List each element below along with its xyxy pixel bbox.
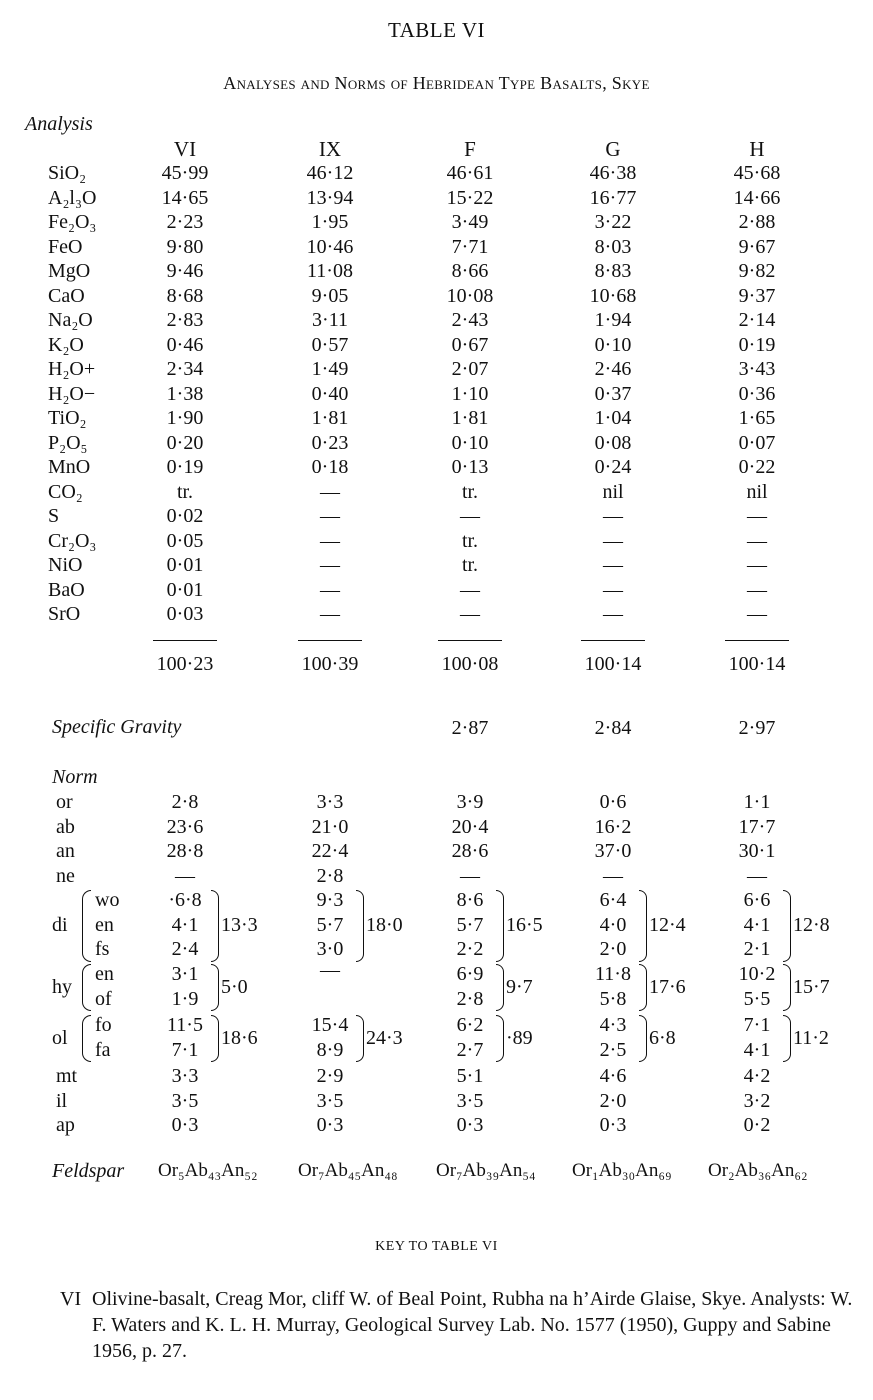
- table-cell: —: [320, 480, 340, 503]
- norm-cell: 28·6: [451, 840, 489, 862]
- table-subtitle: Analyses and Norms of Hebridean Type Basalts, Skye: [223, 73, 650, 93]
- di-left-brace: [82, 890, 91, 962]
- total-cell: 100·14: [584, 653, 642, 675]
- table-cell: —: [320, 603, 340, 625]
- ol-left-brace: [82, 1015, 91, 1062]
- column-header: G: [605, 137, 621, 161]
- table-cell: 2·23: [166, 211, 204, 233]
- table-cell: 0·23: [311, 431, 349, 454]
- di-cell: 4·0: [599, 913, 627, 936]
- table-cell: 0·20: [166, 431, 204, 454]
- total-cell: 100·08: [441, 653, 499, 675]
- oxide-label: Fe₂O₃: [48, 211, 97, 233]
- ol-right-brace: [639, 1015, 647, 1062]
- column-header: F: [464, 137, 476, 161]
- norm-cell: 17·7: [738, 815, 776, 838]
- key-heading: KEY TO TABLE VI: [375, 1239, 498, 1254]
- key-numeral: VI: [60, 1288, 82, 1310]
- norm-label: an: [56, 840, 75, 862]
- ol-cell: 2·7: [456, 1038, 484, 1061]
- table-cell: 0·18: [311, 456, 349, 478]
- di-cell: 8·6: [456, 889, 484, 911]
- feldspar-formula: Or₇Ab₃₉An₅₄: [436, 1160, 536, 1181]
- norm-cell: 0·3: [599, 1114, 627, 1136]
- table-cell: 7·71: [451, 235, 489, 258]
- table-cell: 0·19: [738, 333, 776, 356]
- di-right-brace: [496, 890, 504, 962]
- di-sub-label: en: [95, 913, 114, 936]
- table-cell: 1·65: [738, 407, 776, 429]
- column-header: IX: [318, 137, 342, 161]
- norm-cell: 2·0: [599, 1089, 627, 1112]
- hy-cell: 1·9: [171, 987, 199, 1010]
- ol-label: ol: [52, 1026, 68, 1049]
- oxide-label: TiO₂: [48, 407, 87, 429]
- ol-sub-label: fo: [95, 1014, 112, 1036]
- table-cell: 0·37: [594, 382, 632, 405]
- hy-total: 15·7: [793, 975, 830, 998]
- di-cell: 2·4: [171, 938, 199, 960]
- table-cell: 1·38: [166, 382, 204, 405]
- table-cell: 3·22: [594, 211, 632, 233]
- norm-cell: 3·3: [316, 791, 344, 813]
- norm-cell: 3·5: [171, 1089, 199, 1112]
- di-right-brace: [639, 890, 647, 962]
- table-cell: 45·99: [161, 162, 209, 184]
- table-cell: 2·46: [594, 358, 632, 380]
- specific-gravity-value: 2·87: [451, 717, 489, 739]
- table-cell: tr.: [461, 554, 479, 576]
- norm-cell: 16·2: [594, 815, 632, 838]
- ol-right-brace: [496, 1015, 504, 1062]
- total-cell: 100·23: [156, 653, 214, 675]
- ol-cell: 4·3: [599, 1014, 627, 1036]
- total-cell: 100·14: [728, 653, 786, 675]
- table-cell: 13·94: [306, 186, 354, 209]
- table-cell: —: [460, 603, 480, 625]
- table-cell: 0·01: [166, 578, 204, 601]
- di-total: 13·3: [221, 913, 258, 936]
- table-cell: 2·43: [451, 309, 489, 331]
- table-cell: 2·83: [166, 309, 204, 331]
- oxide-label: NiO: [48, 554, 83, 576]
- table-cell: 3·11: [312, 309, 348, 331]
- ol-right-brace: [356, 1015, 364, 1062]
- hy-right-brace: [783, 964, 791, 1011]
- oxide-label: H₂O−: [48, 382, 96, 405]
- norm-cell: 0·3: [316, 1114, 344, 1136]
- table-cell: —: [747, 603, 767, 625]
- table-cell: 1·90: [166, 407, 204, 429]
- table-cell: —: [603, 554, 623, 576]
- table-cell: 9·37: [738, 284, 776, 307]
- table-cell: 0·07: [738, 431, 776, 454]
- norm-cell: 30·1: [738, 840, 776, 862]
- hy-cell: 5·5: [743, 987, 771, 1010]
- ol-cell: 11·5: [167, 1014, 203, 1036]
- table-cell: 9·67: [738, 235, 776, 258]
- hy-cell: 6·9: [456, 963, 484, 985]
- table-cell: 0·05: [166, 529, 204, 552]
- table-cell: 10·08: [446, 284, 494, 307]
- norm-label: mt: [56, 1065, 78, 1087]
- hy-label: hy: [52, 975, 72, 998]
- table-cell: 3·43: [738, 358, 776, 380]
- hy-total: —: [320, 959, 340, 981]
- table-cell: —: [747, 554, 767, 576]
- column-header: H: [749, 137, 765, 161]
- hy-total: 9·7: [506, 975, 533, 998]
- table-cell: 14·66: [733, 186, 781, 209]
- di-total: 12·4: [649, 913, 686, 936]
- feldspar-formula: Or₂Ab₃₆An₆₂: [708, 1160, 808, 1181]
- norm-cell: 3·2: [743, 1089, 771, 1112]
- di-right-brace: [783, 890, 791, 962]
- oxide-label: A₂l₃O: [48, 186, 97, 209]
- table-cell: 0·10: [451, 431, 489, 454]
- norm-cell: —: [747, 864, 767, 887]
- di-cell: 5·7: [456, 913, 484, 936]
- norm-cell: 20·4: [451, 815, 489, 838]
- table-cell: 1·94: [594, 309, 632, 331]
- oxide-label: Cr₂O₃: [48, 529, 97, 552]
- table-cell: 0·67: [451, 333, 489, 356]
- ol-sub-label: fa: [95, 1038, 111, 1061]
- table-cell: —: [320, 529, 340, 552]
- table-cell: 2·07: [451, 358, 489, 380]
- norm-cell: 0·3: [171, 1114, 199, 1136]
- table-cell: 0·24: [594, 456, 632, 478]
- di-cell: ·6·8: [168, 889, 202, 911]
- specific-gravity-label: Specific Gravity: [52, 716, 182, 738]
- table-cell: 9·46: [166, 260, 204, 282]
- hy-right-brace: [496, 964, 504, 1011]
- di-cell: 2·1: [743, 938, 771, 960]
- di-label: di: [52, 913, 68, 936]
- table-cell: 1·81: [451, 407, 489, 429]
- table-cell: 0·36: [738, 382, 776, 405]
- table-cell: —: [320, 554, 340, 576]
- ol-cell: 6·2: [456, 1014, 484, 1036]
- table-cell: 1·04: [594, 407, 632, 429]
- oxide-label: SiO₂: [48, 162, 87, 184]
- table-cell: 16·77: [589, 186, 637, 209]
- ol-cell: 4·1: [743, 1038, 771, 1061]
- oxide-label: MgO: [48, 260, 91, 282]
- di-cell: 2·2: [456, 938, 484, 960]
- norm-cell: 3·5: [316, 1089, 344, 1112]
- di-total: 18·0: [366, 913, 403, 936]
- ol-cell: 8·9: [316, 1038, 344, 1061]
- column-header: VI: [173, 137, 197, 161]
- di-cell: 5·7: [316, 913, 344, 936]
- table-cell: 0·10: [594, 333, 632, 356]
- norm-cell: —: [603, 864, 623, 887]
- table-cell: nil: [746, 480, 768, 503]
- table-cell: 0·22: [738, 456, 776, 478]
- table-cell: 10·68: [589, 284, 637, 307]
- table-cell: 46·12: [306, 162, 354, 184]
- oxide-label: Na₂O: [48, 309, 93, 331]
- norm-label: or: [56, 791, 73, 813]
- norm-label: ab: [56, 815, 75, 838]
- table-cell: tr.: [461, 529, 479, 552]
- hy-total: 5·0: [221, 975, 248, 998]
- table-cell: —: [603, 578, 623, 601]
- di-cell: 3·0: [316, 938, 344, 960]
- di-sub-label: fs: [95, 938, 110, 960]
- feldspar-formula: Or₁Ab₃₀An₆₉: [572, 1160, 672, 1181]
- table-cell: 46·38: [589, 162, 637, 184]
- hy-left-brace: [82, 964, 91, 1011]
- table-cell: 14·65: [161, 186, 209, 209]
- table-cell: 0·40: [311, 382, 349, 405]
- table-cell: 3·49: [451, 211, 489, 233]
- oxide-label: K₂O: [48, 333, 84, 356]
- table-cell: 0·01: [166, 554, 204, 576]
- ol-cell: 7·1: [743, 1014, 771, 1036]
- table-cell: —: [460, 578, 480, 601]
- table-cell: 2·88: [738, 211, 776, 233]
- ol-total: ·89: [506, 1026, 533, 1049]
- norm-cell: 23·6: [166, 815, 204, 838]
- hy-right-brace: [211, 964, 219, 1011]
- di-right-brace: [211, 890, 219, 962]
- table-cell: —: [747, 578, 767, 601]
- oxide-label: CO₂: [48, 480, 83, 503]
- table-cell: nil: [602, 480, 624, 503]
- hy-cell: 11·8: [595, 963, 631, 985]
- hy-sub-label: en: [95, 963, 114, 985]
- table-cell: 2·14: [738, 309, 776, 331]
- hy-right-brace: [639, 964, 647, 1011]
- oxide-label: SrO: [48, 603, 81, 625]
- norm-cell: 2·8: [316, 864, 344, 887]
- table-cell: 0·19: [166, 456, 204, 478]
- norm-cell: 1·1: [743, 791, 771, 813]
- feldspar-label: Feldspar: [52, 1160, 125, 1182]
- table-cell: 0·13: [451, 456, 489, 478]
- di-cell: 4·1: [743, 913, 771, 936]
- hy-cell: 3·1: [171, 963, 199, 985]
- table-cell: 0·08: [594, 431, 632, 454]
- table-cell: —: [320, 578, 340, 601]
- oxide-label: P₂O₅: [48, 431, 88, 454]
- norm-cell: 0·2: [743, 1114, 771, 1136]
- oxide-label: BaO: [48, 578, 85, 601]
- hy-cell: 2·8: [456, 987, 484, 1010]
- hy-sub-label: of: [95, 987, 112, 1010]
- di-sub-label: wo: [95, 889, 120, 911]
- norm-cell: 3·3: [171, 1065, 199, 1087]
- norm-cell: 3·5: [456, 1089, 484, 1112]
- table-cell: 9·80: [166, 235, 204, 258]
- specific-gravity-value: 2·84: [594, 717, 632, 739]
- table-cell: 8·68: [166, 284, 204, 307]
- norm-cell: 28·8: [166, 840, 204, 862]
- table-cell: —: [603, 603, 623, 625]
- ol-total: 11·2: [793, 1026, 829, 1049]
- oxide-label: S: [48, 505, 60, 527]
- hy-cell: 5·8: [599, 987, 627, 1010]
- norm-cell: 4·6: [599, 1065, 627, 1087]
- table-cell: 1·95: [311, 211, 349, 233]
- feldspar-formula: Or₅Ab₄₃An₅₂: [158, 1160, 258, 1181]
- table-cell: —: [603, 529, 623, 552]
- norm-cell: —: [460, 864, 480, 887]
- total-rule: [298, 640, 362, 641]
- table-cell: 9·82: [738, 260, 776, 282]
- ol-right-brace: [783, 1015, 791, 1062]
- norm-cell: 22·4: [311, 840, 349, 862]
- table-title: TABLE VI: [387, 18, 485, 42]
- key-description: Olivine-basalt, Creag Mor, cliff W. of Beal Point, Rubha na h’Airde Glaise, Skye. Analysts: W. F. Waters and K. L. H. Murray, Geological Survey Lab. No. 1577 (1950), Guppy and Sabine 1956, p. 27.: [92, 1288, 853, 1362]
- table-cell: 46·61: [446, 162, 494, 184]
- oxide-label: CaO: [48, 284, 85, 307]
- total-rule: [153, 640, 217, 641]
- table-cell: 10·46: [306, 235, 354, 258]
- ol-total: 24·3: [366, 1026, 403, 1049]
- table-cell: tr.: [461, 480, 479, 503]
- table-cell: —: [460, 505, 480, 527]
- ol-cell: 15·4: [311, 1014, 349, 1036]
- ol-right-brace: [211, 1015, 219, 1062]
- norm-cell: 37·0: [594, 840, 632, 862]
- table-cell: 1·10: [451, 382, 489, 405]
- norm-cell: 5·1: [456, 1065, 484, 1087]
- norm-cell: 0·3: [456, 1114, 484, 1136]
- analysis-heading: Analysis: [25, 113, 93, 135]
- di-total: 12·8: [793, 913, 830, 936]
- table-cell: 0·03: [166, 603, 204, 625]
- table-cell: 8·03: [594, 235, 632, 258]
- total-rule: [581, 640, 645, 641]
- table-cell: —: [747, 529, 767, 552]
- di-cell: 4·1: [171, 913, 199, 936]
- feldspar-formula: Or₇Ab₄₅An₄₈: [298, 1160, 398, 1181]
- di-cell: 2·0: [599, 938, 627, 960]
- table-cell: tr.: [176, 480, 194, 503]
- table-cell: —: [320, 505, 340, 527]
- hy-total: 17·6: [649, 975, 686, 998]
- table-cell: 2·34: [166, 358, 204, 380]
- di-cell: 9·3: [316, 889, 344, 911]
- table-cell: 8·66: [451, 260, 489, 282]
- norm-cell: 0·6: [599, 791, 627, 813]
- table-cell: 0·46: [166, 333, 204, 356]
- norm-cell: —: [175, 864, 195, 887]
- ol-total: 18·6: [221, 1026, 258, 1049]
- oxide-label: FeO: [48, 235, 83, 258]
- table-cell: 8·83: [594, 260, 632, 282]
- table-cell: 15·22: [446, 186, 494, 209]
- table-cell: —: [603, 505, 623, 527]
- table-cell: 9·05: [311, 284, 349, 307]
- norm-cell: 21·0: [311, 815, 349, 838]
- table-cell: 1·49: [311, 358, 349, 380]
- specific-gravity-value: 2·97: [738, 717, 776, 739]
- norm-cell: 2·8: [171, 791, 199, 813]
- norm-label: il: [56, 1089, 68, 1112]
- total-rule: [438, 640, 502, 641]
- total-cell: 100·39: [301, 653, 359, 675]
- table-cell: 0·02: [166, 505, 204, 527]
- oxide-label: MnO: [48, 456, 91, 478]
- ol-cell: 2·5: [599, 1038, 627, 1061]
- table-cell: 11·08: [307, 260, 353, 282]
- norm-label: ne: [56, 864, 75, 887]
- norm-label: ap: [56, 1114, 75, 1136]
- hy-cell: 10·2: [738, 963, 776, 985]
- norm-cell: 3·9: [456, 791, 484, 813]
- table-cell: 45·68: [733, 162, 781, 184]
- total-rule: [725, 640, 789, 641]
- ol-cell: 7·1: [171, 1038, 199, 1061]
- di-cell: 6·6: [743, 889, 771, 911]
- norm-heading: Norm: [52, 766, 98, 788]
- di-cell: 6·4: [599, 889, 627, 911]
- di-total: 16·5: [506, 913, 543, 936]
- table-cell: 0·57: [311, 333, 349, 356]
- di-right-brace: [356, 890, 364, 962]
- table-cell: 1·81: [311, 407, 349, 429]
- norm-cell: 2·9: [316, 1065, 344, 1087]
- norm-cell: 4·2: [743, 1065, 771, 1087]
- ol-total: 6·8: [649, 1026, 676, 1049]
- table-cell: —: [747, 505, 767, 527]
- oxide-label: H₂O+: [48, 358, 96, 380]
